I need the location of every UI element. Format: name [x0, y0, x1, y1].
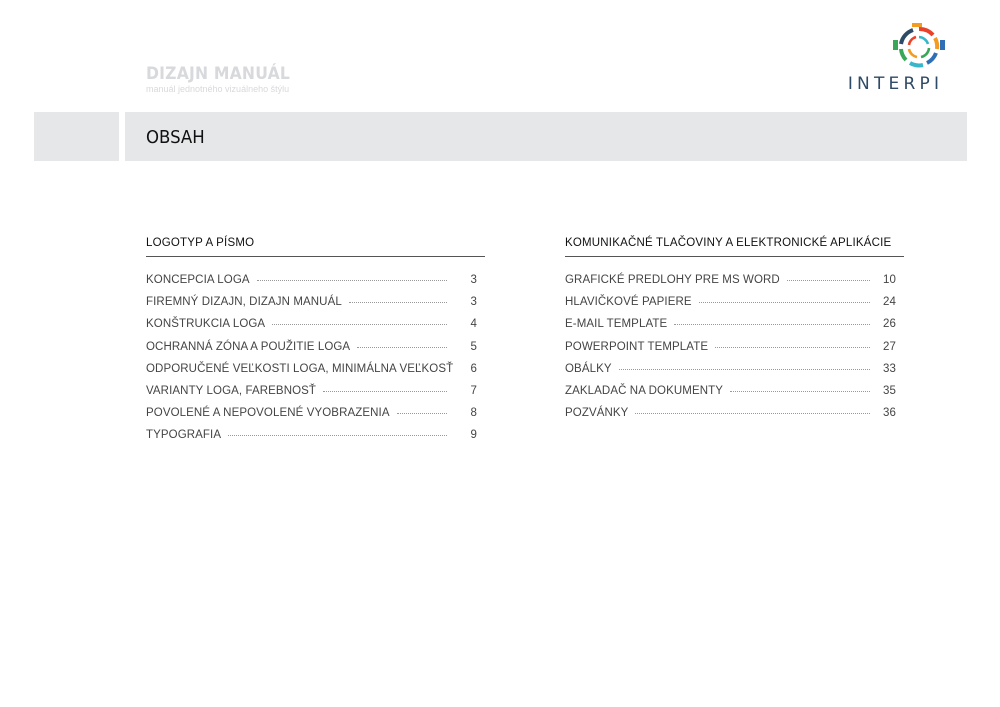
toc-entry[interactable]: [146, 341, 477, 363]
toc-entry[interactable]: [146, 385, 477, 407]
toc-entry[interactable]: [565, 407, 896, 429]
toc-section-komunikacne: [565, 236, 904, 429]
toc-entry[interactable]: [146, 318, 477, 340]
toc-entry-label: KONCEPCIA LOGA: [146, 274, 250, 286]
section-heading: LOGOTYP A PÍSMO: [146, 236, 485, 257]
toc-entry[interactable]: [565, 363, 896, 385]
toc-list: [565, 274, 904, 429]
page-title: OBSAH: [146, 127, 205, 148]
toc-entry-label: VARIANTY LOGA, FAREBNOSŤ: [146, 384, 317, 397]
toc-entry-page: 24: [883, 296, 896, 309]
header-title: DIZAJN MANUÁL: [146, 64, 291, 84]
dot-leader: [397, 413, 447, 414]
toc-entry[interactable]: [565, 341, 896, 363]
toc-section-logotyp: [146, 236, 485, 452]
dot-leader: [272, 324, 447, 325]
toc-entry[interactable]: [146, 296, 477, 318]
toc-entry-label: POZVÁNKY: [565, 407, 629, 420]
toc-entry-label: KONŠTRUKCIA LOGA: [146, 318, 266, 331]
toc-entry-page: 3: [470, 296, 477, 309]
toc-entry[interactable]: [146, 407, 477, 429]
dot-leader: [674, 324, 870, 325]
toc-entry-page: 7: [470, 384, 477, 397]
toc-entry-page: 26: [883, 318, 896, 331]
toc-entry-page: 10: [883, 274, 896, 286]
toc-entry-label: GRAFICKÉ PREDLOHY PRE MS WORD: [565, 274, 780, 286]
dot-leader: [257, 280, 447, 281]
interpi-logo: [840, 22, 950, 97]
dot-leader: [619, 369, 870, 370]
dot-leader: [357, 347, 447, 348]
toc-entry-label: POWERPOINT TEMPLATE: [565, 340, 709, 353]
dot-leader: [228, 435, 447, 436]
toc-entry-page: 4: [470, 318, 477, 331]
toc-entry-label: OBÁLKY: [565, 362, 612, 375]
toc-entry[interactable]: [565, 296, 896, 318]
toc-entry-label: ODPORUČENÉ VEĽKOSTI LOGA, MINIMÁLNA VEĽKOSŤ: [146, 362, 454, 375]
toc-entry-label: HLAVIČKOVÉ PAPIERE: [565, 296, 692, 309]
toc-entry-page: 3: [470, 274, 477, 286]
toc-entry-label: FIREMNÝ DIZAJN, DIZAJN MANUÁL: [146, 296, 342, 309]
toc-entry-page: 6: [470, 362, 477, 375]
dot-leader: [730, 391, 870, 392]
section-heading: KOMUNIKAČNÉ TLAČOVINY A ELEKTRONICKÉ APLIKÁCIE: [565, 236, 904, 257]
dot-leader: [323, 391, 447, 392]
dot-leader: [787, 280, 870, 281]
toc-entry-label: TYPOGRAFIA: [146, 429, 222, 442]
interpi-logo-mark-icon: [892, 22, 946, 72]
header-subtitle: manuál jednotného vizuálneho štýlu: [146, 84, 290, 94]
toc-entry-label: ZAKLADAČ NA DOKUMENTY: [565, 384, 724, 397]
toc-entry[interactable]: [146, 363, 477, 385]
toc-entry-page: 33: [883, 362, 896, 375]
toc-entry[interactable]: [565, 318, 896, 340]
dot-leader: [349, 302, 447, 303]
toc-entry[interactable]: [565, 274, 896, 296]
toc-list: [146, 274, 485, 452]
dot-leader: [715, 347, 870, 348]
band-left-block: [34, 112, 119, 161]
toc-entry[interactable]: [565, 385, 896, 407]
dot-leader: [699, 302, 870, 303]
title-band: [125, 112, 967, 161]
toc-entry[interactable]: [146, 429, 477, 451]
toc-entry-page: 27: [883, 340, 896, 353]
toc-entry-page: 35: [883, 384, 896, 397]
toc-entry-page: 8: [470, 407, 477, 420]
dot-leader: [635, 413, 870, 414]
toc-entry-page: 36: [883, 407, 896, 420]
toc-entry-page: 9: [470, 429, 477, 442]
toc-entry-label: E-MAIL TEMPLATE: [565, 318, 668, 331]
toc-entry-page: 5: [470, 340, 477, 353]
logo-text: INTERPI: [847, 74, 944, 94]
toc-entry-label: POVOLENÉ A NEPOVOLENÉ VYOBRAZENIA: [146, 407, 390, 420]
toc-entry-label: OCHRANNÁ ZÓNA A POUŽITIE LOGA: [146, 340, 351, 353]
toc-entry[interactable]: [146, 274, 477, 296]
